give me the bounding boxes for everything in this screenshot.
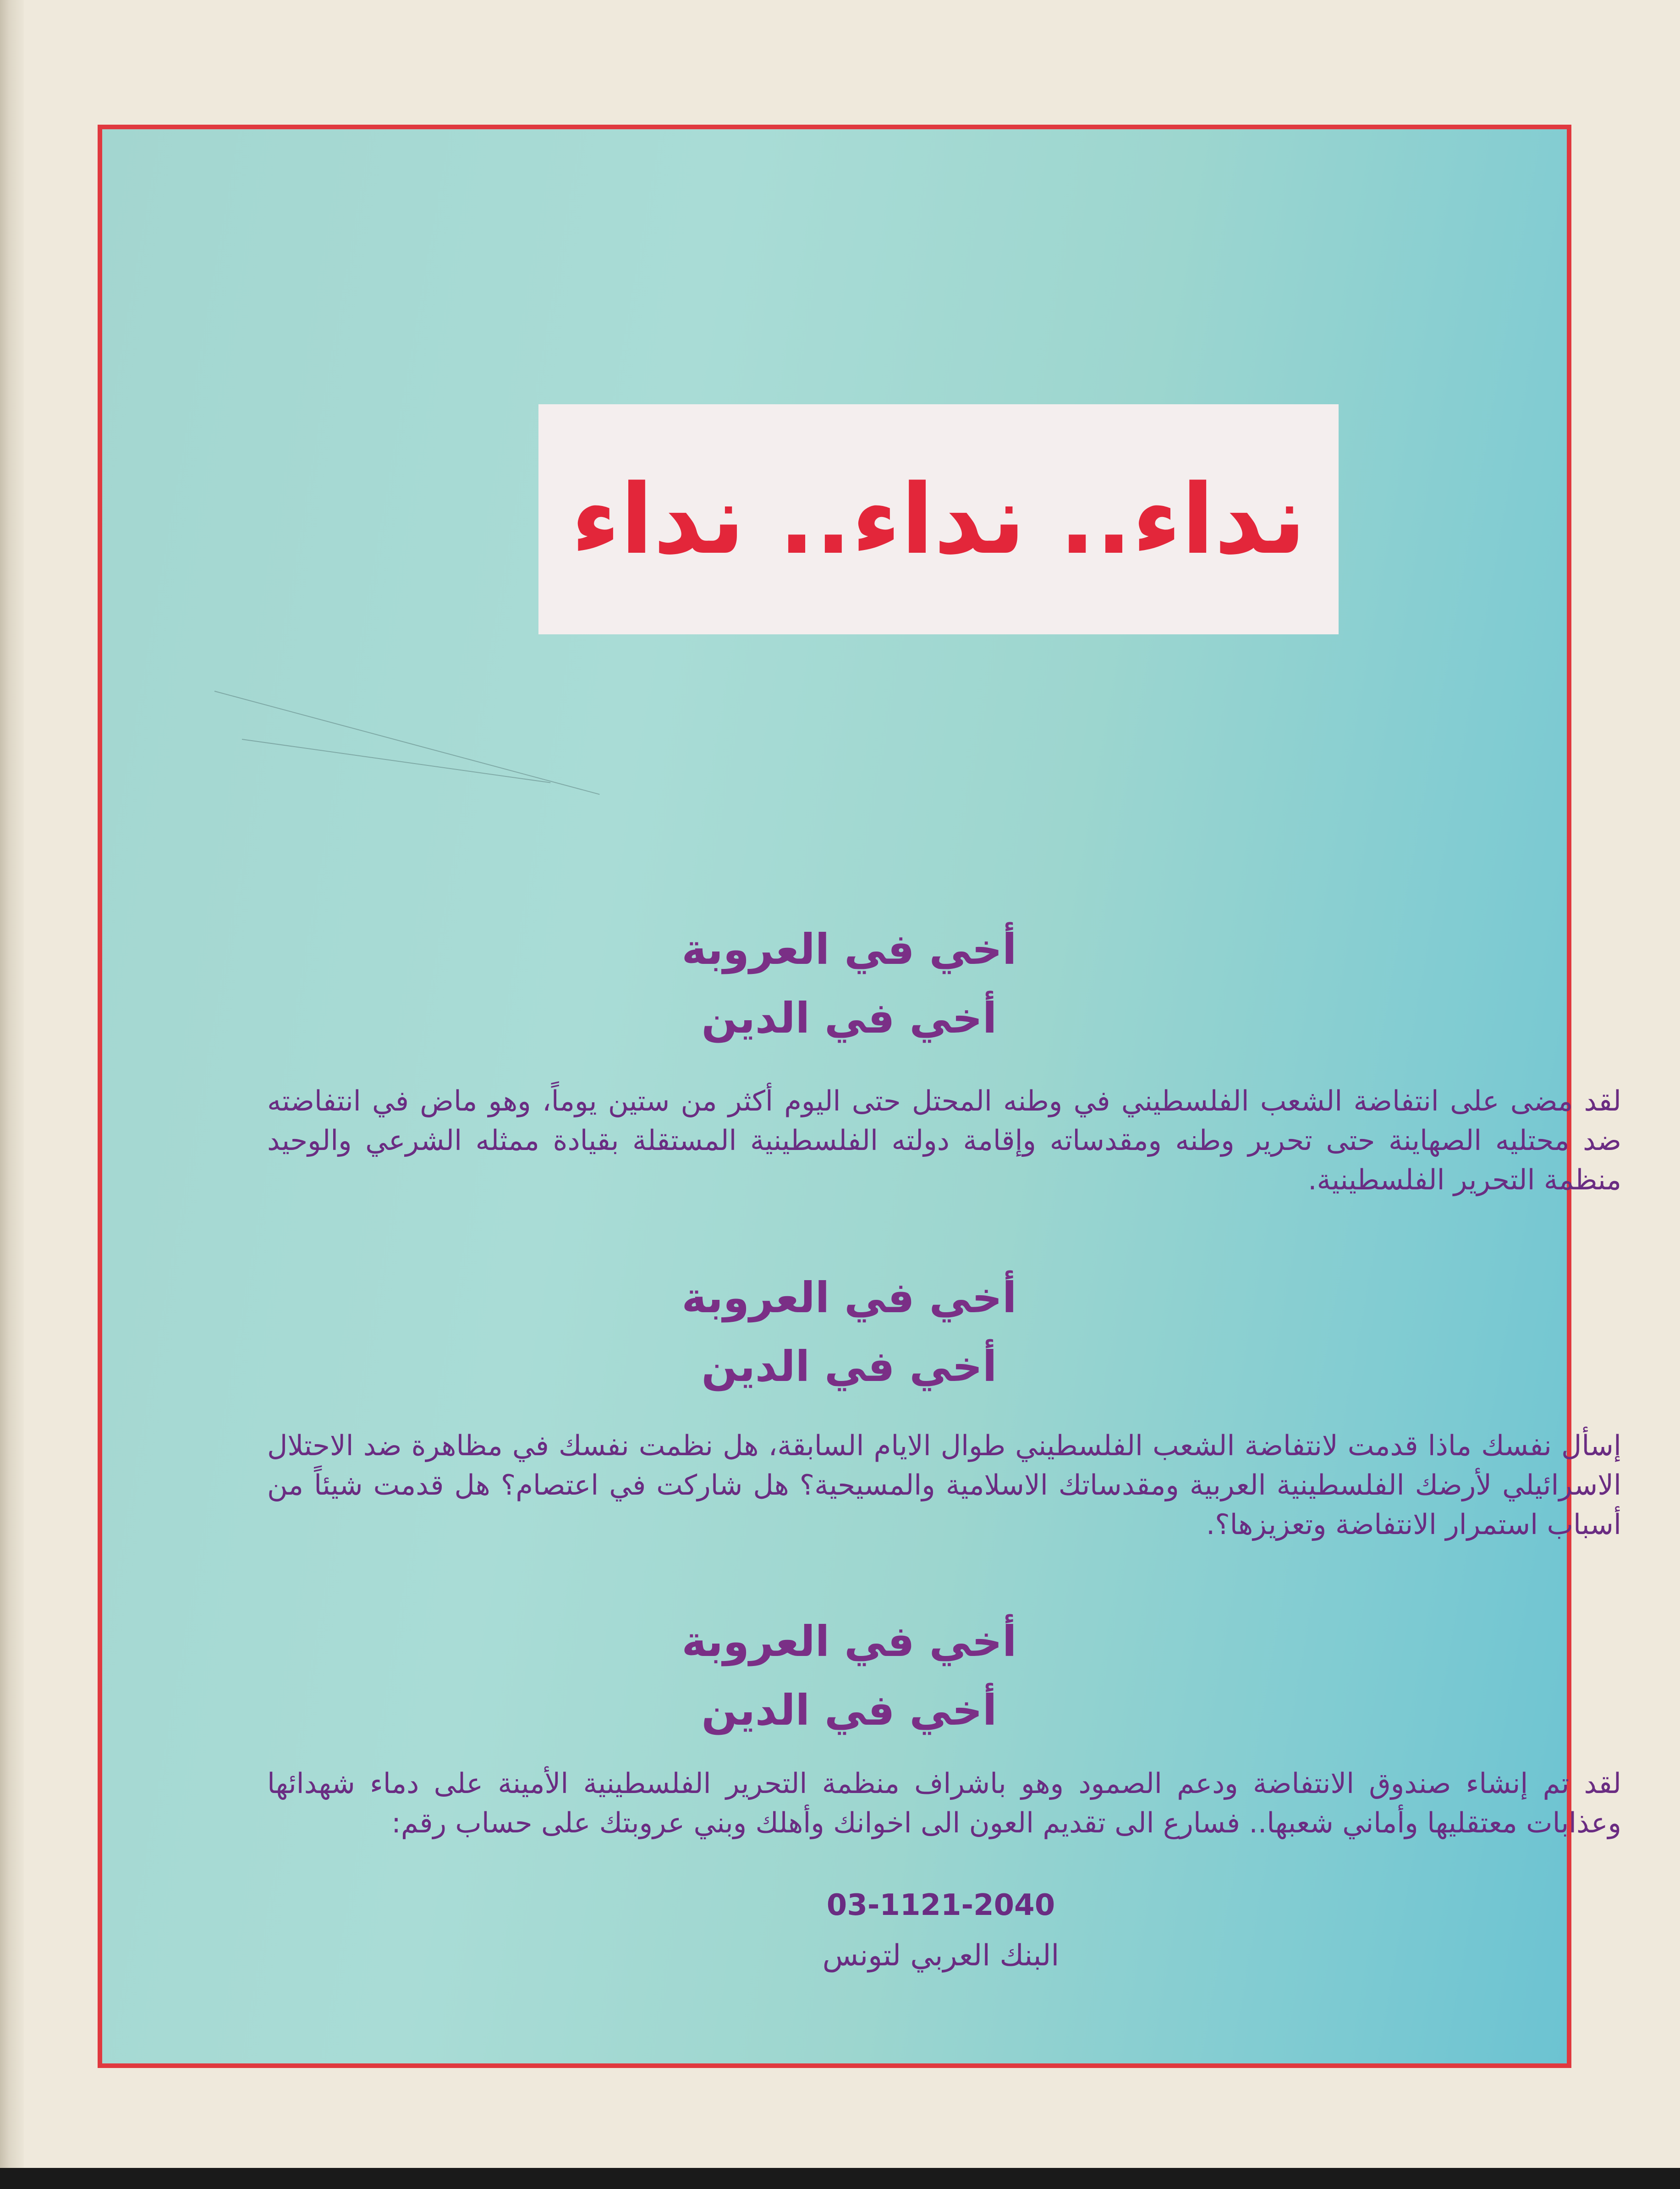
section-2-heading-line1: أخي في العروبة — [681, 1273, 1017, 1322]
section-1-heading-line2: أخي في الدين — [701, 994, 997, 1043]
account-number: 03-1121-2040 — [826, 1888, 1055, 1922]
section-1-paragraph: لقد مضى على انتفاضة الشعب الفلسطيني في وطنه المحتل حتى اليوم أكثر من ستين يوماً، وهو ماض في انتفاضته ضد محتليه الصهاينة حتى تحرير وطنه ومقدساته وإقامة دولته الفلسطينية المستقلة بقيادة ممثله الشرعي والوحيد منظمة التحرير الفلسطينية. — [267, 1085, 1621, 1196]
paper-scratch — [242, 739, 551, 783]
bank-name: البنك العربي لتونس — [822, 1939, 1060, 1973]
section-2-paragraph: إسأل نفسك ماذا قدمت لانتفاضة الشعب الفلسطيني طوال الايام السابقة، هل نظمت نفسك في مظاهرة ضد الاحتلال الاسرائيلي لأرضك الفلسطينية العربية ومقدساتك الاسلامية والمسيحية؟ هل شاركت في اعتصام؟ هل قدمت شيئاً من أسباب استمرار الانتفاضة وتعزيزها؟. — [267, 1430, 1621, 1541]
section-1-heading-line1: أخي في العروبة — [681, 925, 1017, 974]
section-3-paragraph: لقد تم إنشاء صندوق الانتفاضة ودعم الصمود وهو باشراف منظمة التحرير الفلسطينية الأمينة على دماء شهدائها وعذابات معتقليها وأماني شعبها.. فسارع الى تقديم العون الى اخوانك وأهلك وبني عروبتك على حساب رقم: — [267, 1767, 1621, 1839]
section-3-heading-line1: أخي في العروبة — [681, 1617, 1017, 1666]
poster-frame — [98, 125, 1621, 2068]
page-binding-edge — [0, 0, 24, 2189]
section-3-heading-line2: أخي في الدين — [701, 1686, 997, 1735]
title-banner — [538, 404, 1339, 634]
page-title: نداء.. نداء.. نداء — [571, 463, 1306, 576]
page-bottom-edge — [0, 2168, 1680, 2189]
section-2-heading-line2: أخي في الدين — [701, 1342, 997, 1391]
